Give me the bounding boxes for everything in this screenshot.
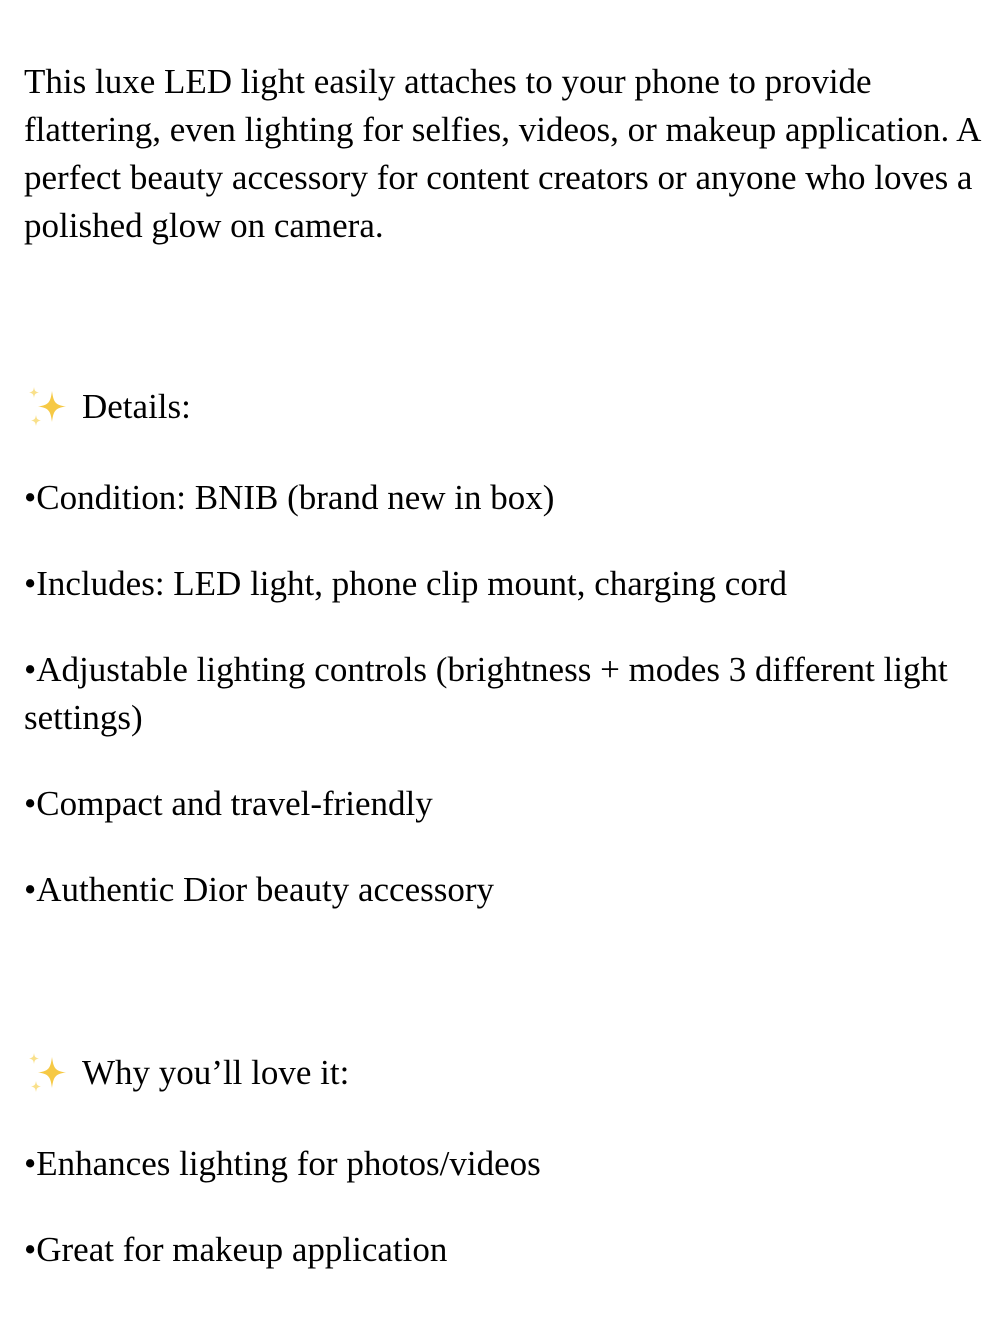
detail-item-lighting-controls: •Adjustable lighting controls (brightness + modes 3 different light settings) [24, 650, 948, 737]
details-heading [24, 383, 191, 431]
why-heading-text: Why you’ll love it: [82, 1053, 350, 1092]
detail-item-includes: •Includes: LED light, phone clip mount, charging cord [24, 564, 787, 603]
sparkles-icon [24, 385, 70, 431]
why-item-makeup: •Great for makeup application [24, 1230, 448, 1269]
description-paragraph: This luxe LED light easily attaches to your phone to provide flattering, even lighting for selfies, videos, or makeup application. A perfect beauty accessory for content creators or anyone who loves a polished glow on camera. [24, 62, 980, 245]
detail-item-compact: •Compact and travel-friendly [24, 784, 433, 823]
details-heading-text: Details: [82, 387, 191, 426]
why-heading [24, 1049, 349, 1097]
why-item-enhances: •Enhances lighting for photos/videos [24, 1144, 541, 1183]
sparkles-icon [24, 1051, 70, 1097]
detail-item-authentic: •Authentic Dior beauty accessory [24, 870, 495, 909]
detail-item-condition: •Condition: BNIB (brand new in box) [24, 478, 555, 517]
